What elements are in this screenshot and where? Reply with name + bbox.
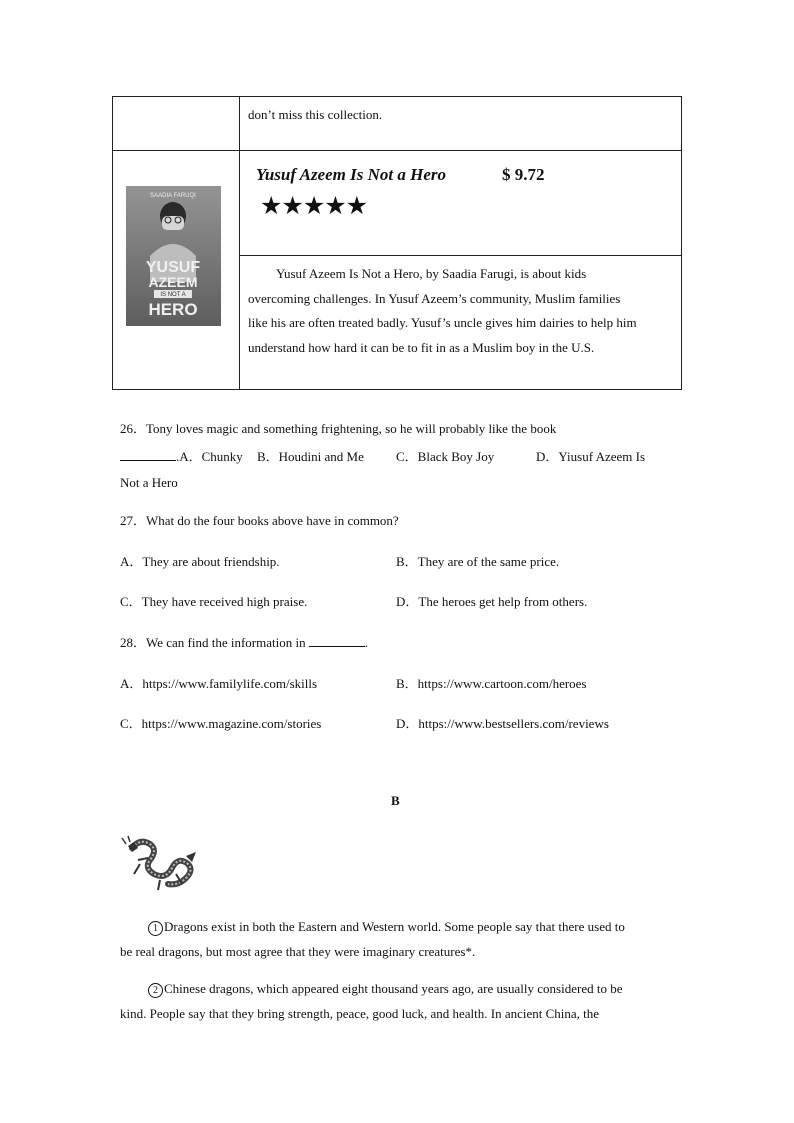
dragon-icon	[120, 834, 200, 894]
book-cover-image	[126, 186, 221, 326]
paragraph-number: 2	[148, 983, 163, 998]
q26-option-d-cont: Not a Hero	[120, 475, 178, 490]
q28-stem	[120, 633, 368, 653]
dragon-illustration	[120, 834, 200, 894]
q27-stem: 27．What do the four books above have in common?	[120, 513, 399, 528]
q26-blank	[120, 447, 176, 467]
book-title: Yusuf Azeem Is Not a Hero	[256, 165, 447, 184]
q28-option-a: A．https://www.familylife.com/skills	[120, 676, 318, 691]
paragraph-2	[120, 976, 668, 1026]
star-rating: ★★★★★	[260, 193, 368, 220]
book-description	[240, 256, 681, 389]
table-row	[113, 97, 682, 151]
description-cell	[240, 256, 682, 390]
q28-option-b: B．https://www.cartoon.com/heroes	[396, 676, 587, 691]
q26-option-d: D．Yiusuf Azeem Is	[536, 449, 646, 464]
paragraph-line: kind. People say that they bring strength, peace, good luck, and health. In ancient China, the	[120, 1006, 600, 1021]
q26-option-a: .A．Chunky	[176, 449, 243, 464]
q27-option-c: C．They have received high praise.	[120, 594, 308, 609]
desc-line: Yusuf Azeem Is Not a Hero, by Saadia Farugi, is about kids	[276, 266, 587, 281]
book-cover-art	[126, 186, 221, 326]
paragraph-1	[120, 914, 668, 964]
q28-option-c: C．https://www.magazine.com/stories	[120, 716, 322, 731]
q28-stem-text: 28．We can find the information in	[120, 635, 306, 650]
q27-option-a: A．They are about friendship.	[120, 554, 280, 569]
section-heading: B	[391, 793, 400, 808]
desc-line: overcoming challenges. In Yusuf Azeem’s community, Muslim families	[248, 290, 621, 306]
paragraph-number: 1	[148, 921, 163, 936]
cover-title-line: IS NOT A	[160, 292, 186, 298]
q27-option-d: D．The heroes get help from others.	[396, 594, 588, 609]
q28-stem-end: .	[364, 635, 369, 650]
text-cell	[240, 97, 682, 151]
paragraph-line: be real dragons, but most agree that they were imaginary creatures*.	[120, 944, 476, 959]
cover-title-line: YUSUF	[145, 259, 201, 276]
collection-text: don’t miss this collection.	[248, 107, 383, 122]
image-cell-empty	[113, 97, 240, 151]
q26-option-c: C．Black Boy Joy	[396, 449, 495, 464]
q26-option-b: B．Houdini and Me	[257, 449, 364, 464]
cover-author: SAADIA FARUQI	[150, 193, 196, 199]
paragraph-line: Dragons exist in both the Eastern and Western world. Some people say that there used to	[164, 919, 625, 934]
desc-line: like his are often treated badly. Yusuf’s uncle gives him dairies to help him	[248, 315, 637, 330]
q26-stem: 26．Tony loves magic and something frightening, so he will probably like the book	[120, 421, 557, 436]
q28-option-d: D．https://www.bestsellers.com/reviews	[396, 716, 609, 731]
book-price: $ 9.72	[502, 165, 545, 184]
title-cell	[240, 151, 682, 256]
desc-line: understand how hard it can be to fit in as a Muslim boy in the U.S.	[248, 339, 595, 355]
cover-title-line: AZEEM	[148, 274, 198, 290]
cover-title-line: HERO	[148, 300, 198, 319]
q27-option-b: B．They are of the same price.	[396, 554, 560, 569]
paragraph-line: Chinese dragons, which appeared eight thousand years ago, are usually considered to be	[164, 981, 623, 996]
